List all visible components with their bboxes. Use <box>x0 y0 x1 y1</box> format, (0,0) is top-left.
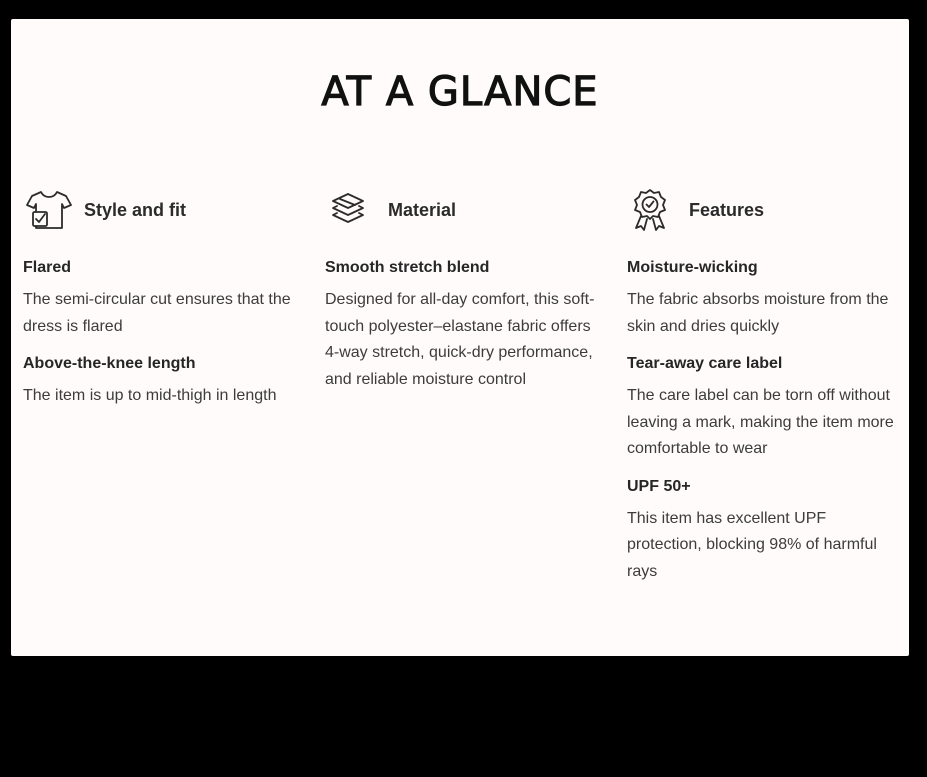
at-a-glance-card <box>11 19 909 656</box>
layers-icon <box>325 187 377 233</box>
column-header <box>23 187 295 233</box>
column-title: Style and fit <box>84 199 187 220</box>
feature-item <box>627 258 899 340</box>
feature-description: The care label can be torn off without leaving a mark, making the item more comfortable to wear <box>627 387 894 457</box>
column-header <box>627 187 899 233</box>
feature-description: The semi-circular cut ensures that the dress is flared <box>23 291 291 335</box>
feature-description: This item has excellent UPF protection, blocking 98% of harmful rays <box>627 509 877 580</box>
feature-title: Smooth stretch blend <box>325 259 490 276</box>
features-column <box>627 187 899 599</box>
column-header <box>325 187 597 233</box>
feature-title: Tear-away care label <box>627 355 783 372</box>
column-title: Material <box>388 199 457 220</box>
material-column <box>325 187 597 407</box>
feature-title: Above-the-knee length <box>23 355 196 372</box>
feature-title: UPF 50+ <box>627 477 691 495</box>
award-ribbon-icon <box>627 187 679 233</box>
feature-item <box>23 258 295 340</box>
feature-description: Designed for all-day comfort, this soft-touch polyester–elastane fabric offers 4-way stretch, quick-dry performance, and reliable moisture control <box>325 291 595 388</box>
feature-item <box>627 477 899 586</box>
feature-item <box>627 354 899 463</box>
style-and-fit-column <box>23 187 295 424</box>
feature-description: The item is up to mid-thigh in length <box>23 387 277 404</box>
feature-description: The fabric absorbs moisture from the skin and dries quickly <box>627 291 889 335</box>
tshirt-check-icon <box>23 187 75 233</box>
column-title: Features <box>689 199 765 220</box>
feature-item <box>23 354 295 410</box>
feature-item <box>325 258 597 393</box>
feature-title: Moisture-wicking <box>627 259 758 276</box>
page-title: AT A GLANCE <box>321 69 599 115</box>
feature-title: Flared <box>23 259 72 276</box>
